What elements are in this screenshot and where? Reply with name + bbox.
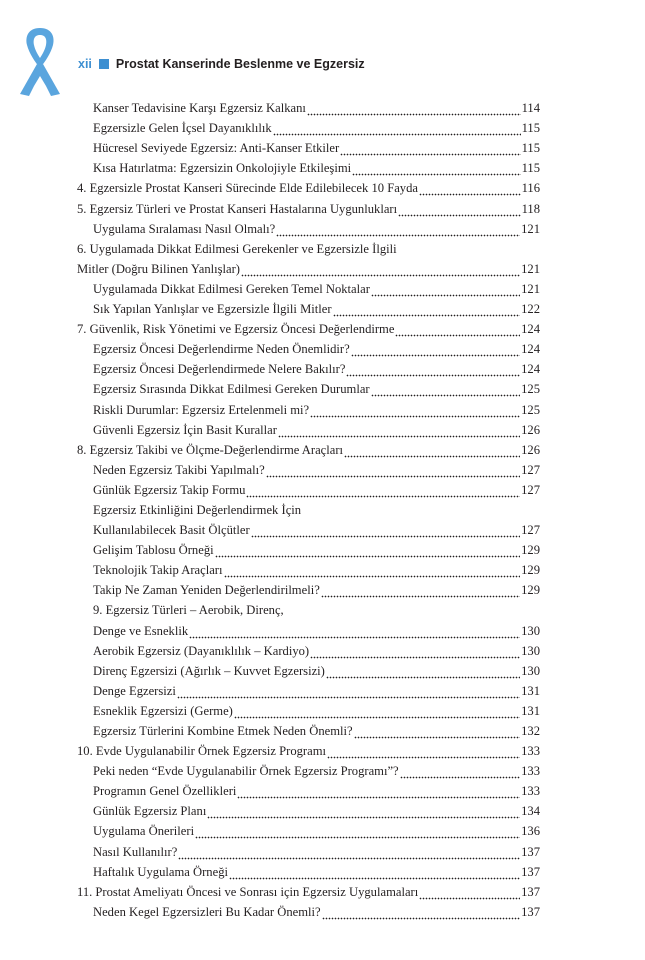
toc-dot-leader bbox=[340, 145, 520, 156]
toc-entry-page: 133 bbox=[521, 784, 540, 799]
toc-dot-leader bbox=[333, 306, 521, 317]
toc-entry-page: 129 bbox=[521, 563, 540, 578]
toc-dot-leader bbox=[395, 326, 520, 337]
toc-entry[interactable] bbox=[77, 839, 540, 859]
running-header bbox=[78, 55, 365, 73]
toc-entry[interactable] bbox=[77, 217, 540, 237]
toc-entry-page: 115 bbox=[521, 141, 540, 156]
toc-dot-leader bbox=[310, 648, 520, 659]
toc-dot-leader bbox=[224, 567, 521, 578]
toc-entry[interactable] bbox=[77, 618, 540, 638]
toc-entry-title: Egzersiz Sırasında Dikkat Edilmesi Gereken Durumlar bbox=[93, 382, 370, 397]
toc-entry-page: 129 bbox=[521, 583, 540, 598]
toc-dot-leader bbox=[241, 266, 520, 277]
toc-entry-page: 124 bbox=[521, 362, 540, 377]
toc-entry-page: 115 bbox=[521, 161, 540, 176]
toc-entry-title: 6. Uygulamada Dikkat Edilmesi Gerekenler ve Egzersizle İlgili bbox=[77, 241, 397, 256]
toc-dot-leader bbox=[276, 226, 520, 237]
toc-entry-page: 137 bbox=[521, 904, 540, 919]
toc-entry-title: Peki neden “Evde Uygulanabilir Örnek Egzersiz Programı”? bbox=[93, 764, 399, 779]
toc-entry-page: 130 bbox=[521, 643, 540, 658]
toc-entry[interactable] bbox=[77, 578, 540, 598]
toc-entry-page: 121 bbox=[521, 281, 540, 296]
header-page-number: xii bbox=[78, 57, 92, 71]
toc-entry[interactable] bbox=[77, 759, 540, 779]
toc-dot-leader bbox=[310, 407, 520, 418]
toc-entry-title: Kısa Hatırlatma: Egzersizin Onkolojiyle Etkileşimi bbox=[93, 161, 352, 176]
toc-entry-page: 125 bbox=[521, 402, 540, 417]
toc-entry[interactable] bbox=[77, 639, 540, 659]
toc-entry-page: 137 bbox=[521, 864, 540, 879]
toc-entry[interactable] bbox=[77, 377, 540, 397]
toc-entry-page: 131 bbox=[521, 703, 540, 718]
toc-entry[interactable] bbox=[77, 196, 540, 216]
toc-entry-title: 5. Egzersiz Türleri ve Prostat Kanseri Hastalarına Uygunlukları bbox=[77, 201, 398, 216]
toc-entry-page: 127 bbox=[521, 462, 540, 477]
toc-entry-title: Hücresel Seviyede Egzersiz: Anti-Kanser Etkiler bbox=[93, 141, 340, 156]
toc-entry[interactable] bbox=[77, 719, 540, 739]
toc-entry-page: 114 bbox=[521, 101, 540, 116]
toc-entry[interactable] bbox=[77, 538, 540, 558]
toc-entry[interactable] bbox=[77, 659, 540, 679]
toc-entry[interactable] bbox=[77, 357, 540, 377]
toc-entry[interactable] bbox=[77, 779, 540, 799]
toc-entry[interactable] bbox=[77, 257, 540, 277]
toc-entry-title: Uygulamada Dikkat Edilmesi Gereken Temel Noktalar bbox=[93, 281, 370, 296]
toc-entry[interactable] bbox=[77, 297, 540, 317]
toc-entry[interactable] bbox=[77, 337, 540, 357]
toc-entry-title: Kanser Tedavisine Karşı Egzersiz Kalkanı bbox=[93, 101, 306, 116]
toc-entry-page: 125 bbox=[521, 382, 540, 397]
square-bullet-icon bbox=[99, 59, 109, 69]
toc-entry[interactable] bbox=[77, 498, 540, 518]
toc-entry[interactable] bbox=[77, 277, 540, 297]
toc-entry-page: 137 bbox=[521, 844, 540, 859]
toc-entry-title: Denge ve Esneklik bbox=[93, 623, 189, 638]
toc-entry-title: Direnç Egzersizi (Ağırlık – Kuvvet Egzersizi) bbox=[93, 663, 325, 678]
toc-entry-page: 126 bbox=[521, 442, 540, 457]
toc-dot-leader bbox=[307, 105, 521, 116]
toc-entry-page: 133 bbox=[521, 744, 540, 759]
toc-entry[interactable] bbox=[77, 136, 540, 156]
toc-entry-title: Gelişim Tablosu Örneği bbox=[93, 543, 214, 558]
toc-entry-page: 132 bbox=[521, 724, 540, 738]
toc-entry-page: 127 bbox=[521, 523, 540, 538]
toc-dot-leader bbox=[266, 467, 520, 478]
toc-dot-leader bbox=[195, 828, 520, 839]
awareness-ribbon-icon bbox=[16, 24, 64, 100]
toc-entry[interactable] bbox=[77, 699, 540, 719]
toc-dot-leader bbox=[327, 748, 520, 759]
toc-dot-leader bbox=[371, 286, 520, 297]
toc-entry-title: Egzersiz Türlerini Kombine Etmek Neden Önemli? bbox=[93, 724, 353, 738]
toc-entry[interactable] bbox=[77, 860, 540, 880]
toc-entry[interactable] bbox=[77, 96, 540, 116]
toc-dot-leader bbox=[229, 869, 520, 880]
toc-entry-title: Neden Kegel Egzersizleri Bu Kadar Önemli? bbox=[93, 904, 321, 919]
toc-entry-page: 129 bbox=[521, 543, 540, 558]
toc-entry-page: 115 bbox=[521, 121, 540, 136]
toc-entry-page: 121 bbox=[521, 261, 540, 276]
toc-dot-leader bbox=[251, 527, 520, 538]
toc-entry-title: Mitler (Doğru Bilinen Yanlışlar) bbox=[77, 261, 241, 276]
toc-dot-leader bbox=[326, 668, 520, 679]
toc-dot-leader bbox=[352, 165, 520, 176]
toc-entry[interactable] bbox=[77, 116, 540, 136]
toc-entry-title: Sık Yapılan Yanlışlar ve Egzersizle İlgili Mitler bbox=[93, 302, 332, 317]
toc-dot-leader bbox=[354, 728, 521, 739]
toc-entry[interactable] bbox=[77, 418, 540, 438]
toc-entry-page: 124 bbox=[521, 322, 540, 337]
toc-entry[interactable] bbox=[77, 438, 540, 458]
toc-dot-leader bbox=[177, 688, 520, 699]
toc-dot-leader bbox=[398, 206, 520, 217]
toc-dot-leader bbox=[419, 185, 521, 196]
toc-entry-page: 121 bbox=[521, 221, 540, 236]
toc-dot-leader bbox=[246, 487, 520, 498]
toc-entry-title: 10. Evde Uygulanabilir Örnek Egzersiz Programı bbox=[77, 744, 327, 759]
toc-entry-page: 130 bbox=[521, 663, 540, 678]
toc-entry[interactable] bbox=[77, 880, 540, 900]
toc-entry-title: Egzersiz Etkinliğini Değerlendirmek İçin bbox=[93, 502, 302, 517]
toc-entry-title: Programın Genel Özellikleri bbox=[93, 784, 237, 799]
toc-dot-leader bbox=[237, 788, 520, 799]
toc-entry-title: Kullanılabilecek Basit Ölçütler bbox=[93, 523, 250, 538]
toc-entry-title: 9. Egzersiz Türleri – Aerobik, Direnç, bbox=[93, 603, 284, 618]
toc-entry-page: 124 bbox=[521, 342, 540, 357]
toc-entry-page: 118 bbox=[521, 201, 540, 216]
toc-entry[interactable] bbox=[77, 598, 540, 618]
toc-entry-page: 116 bbox=[521, 181, 540, 196]
toc-entry[interactable] bbox=[77, 900, 540, 920]
toc-entry-title: 4. Egzersizle Prostat Kanseri Sürecinde Elde Edilebilecek 10 Fayda bbox=[77, 181, 418, 196]
toc-entry[interactable] bbox=[77, 156, 540, 176]
toc-dot-leader bbox=[400, 768, 520, 779]
toc-dot-leader bbox=[322, 909, 520, 920]
toc-entry-title: Neden Egzersiz Takibi Yapılmalı? bbox=[93, 462, 265, 477]
toc-entry[interactable] bbox=[77, 819, 540, 839]
toc-entry-title: 11. Prostat Ameliyatı Öncesi ve Sonrası için Egzersiz Uygulamaları bbox=[77, 884, 419, 899]
toc-entry-page: 136 bbox=[521, 824, 540, 839]
header-title: Prostat Kanserinde Beslenme ve Egzersiz bbox=[115, 57, 365, 71]
toc-dot-leader bbox=[234, 708, 520, 719]
toc-entry-title: Egzersiz Öncesi Değerlendirme Neden Önemlidir? bbox=[93, 342, 350, 357]
toc-entry-page: 133 bbox=[521, 764, 540, 779]
toc-dot-leader bbox=[371, 386, 520, 397]
toc-entry-title: Egzersizle Gelen İçsel Dayanıklılık bbox=[93, 121, 272, 136]
toc-dot-leader bbox=[178, 849, 520, 860]
toc-entry-page: 122 bbox=[521, 302, 540, 317]
toc-entry-title: Riskli Durumlar: Egzersiz Ertelenmeli mi? bbox=[93, 402, 310, 417]
toc-entry-title: Günlük Egzersiz Takip Formu bbox=[93, 482, 246, 497]
toc-dot-leader bbox=[273, 125, 521, 136]
toc-entry-title: 8. Egzersiz Takibi ve Ölçme-Değerlendirme Araçları bbox=[77, 442, 344, 457]
toc-entry-page: 131 bbox=[521, 683, 540, 698]
table-of-contents bbox=[77, 96, 540, 920]
toc-entry[interactable] bbox=[77, 176, 540, 196]
toc-entry[interactable] bbox=[77, 799, 540, 819]
toc-entry[interactable] bbox=[77, 317, 540, 337]
toc-dot-leader bbox=[215, 547, 520, 558]
toc-entry-page: 130 bbox=[521, 623, 540, 638]
toc-entry[interactable] bbox=[77, 237, 540, 257]
toc-dot-leader bbox=[351, 346, 520, 357]
toc-dot-leader bbox=[344, 447, 520, 458]
toc-entry[interactable] bbox=[77, 478, 540, 498]
toc-dot-leader bbox=[346, 366, 520, 377]
toc-dot-leader bbox=[321, 587, 520, 598]
toc-entry[interactable] bbox=[77, 397, 540, 417]
toc-entry-title: Teknolojik Takip Araçları bbox=[93, 563, 223, 578]
toc-entry-title: Uygulama Önerileri bbox=[93, 824, 195, 839]
toc-entry-title: 7. Güvenlik, Risk Yönetimi ve Egzersiz Öncesi Değerlendirme bbox=[77, 322, 395, 337]
toc-entry-title: Egzersiz Öncesi Değerlendirmede Nelere Bakılır? bbox=[93, 362, 346, 377]
toc-entry-title: Günlük Egzersiz Planı bbox=[93, 804, 207, 819]
toc-entry-title: Denge Egzersizi bbox=[93, 683, 176, 698]
toc-entry-page: 126 bbox=[521, 422, 540, 437]
toc-entry-title: Takip Ne Zaman Yeniden Değerlendirilmeli? bbox=[93, 583, 320, 598]
toc-entry-page: 134 bbox=[521, 804, 540, 819]
toc-entry[interactable] bbox=[77, 679, 540, 699]
toc-entry-title: Esneklik Egzersizi (Germe) bbox=[93, 703, 233, 718]
toc-entry-title: Aerobik Egzersiz (Dayanıklılık – Kardiyo) bbox=[93, 643, 310, 658]
toc-entry-page: 127 bbox=[521, 482, 540, 497]
toc-entry[interactable] bbox=[77, 739, 540, 759]
toc-entry-title: Güvenli Egzersiz İçin Basit Kurallar bbox=[93, 422, 277, 437]
toc-entry[interactable] bbox=[77, 458, 540, 478]
toc-entry[interactable] bbox=[77, 518, 540, 538]
toc-entry-title: Nasıl Kullanılır? bbox=[93, 844, 178, 859]
toc-entry-title: Uygulama Sıralaması Nasıl Olmalı? bbox=[93, 221, 276, 236]
toc-entry-page: 137 bbox=[521, 884, 540, 899]
toc-entry[interactable] bbox=[77, 558, 540, 578]
toc-entry-title: Haftalık Uygulama Örneği bbox=[93, 864, 228, 879]
toc-dot-leader bbox=[189, 628, 520, 639]
toc-dot-leader bbox=[207, 808, 520, 819]
toc-dot-leader bbox=[278, 427, 520, 438]
toc-dot-leader bbox=[419, 889, 520, 900]
